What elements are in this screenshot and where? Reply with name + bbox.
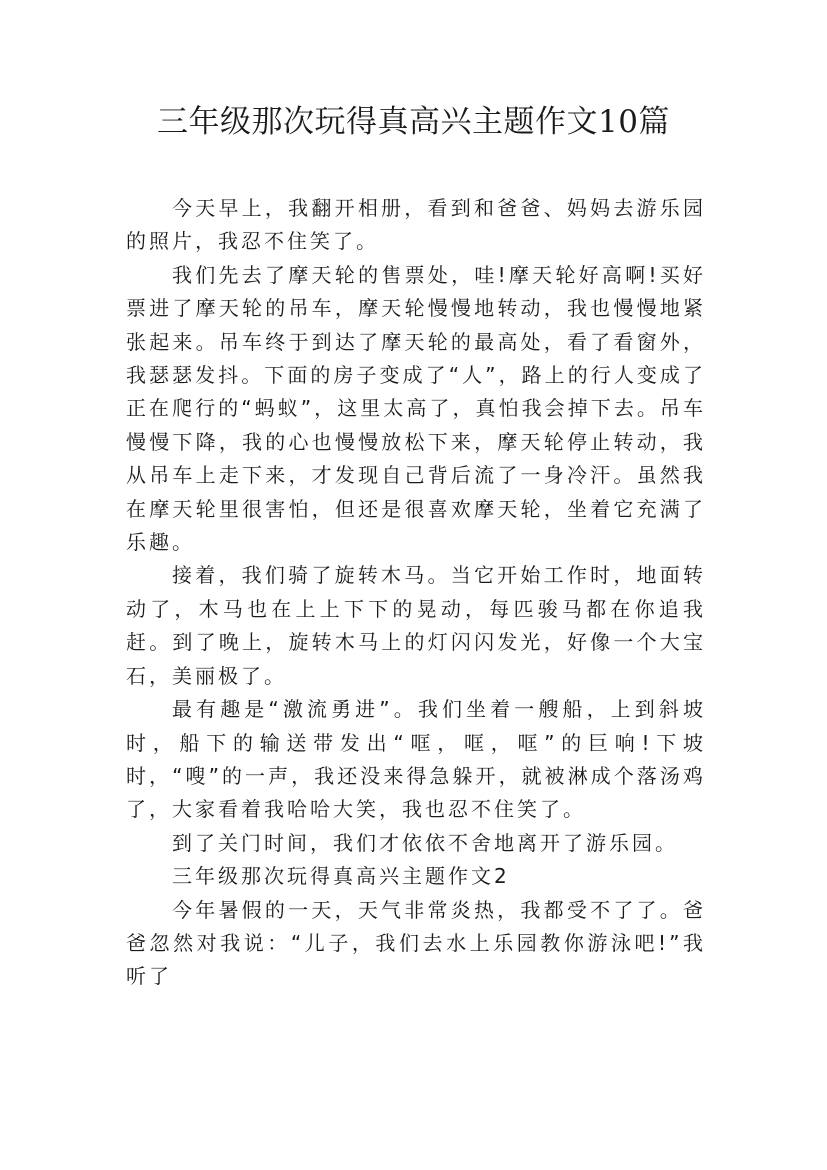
paragraph: 我们先去了摩天轮的售票处，哇!摩天轮好高啊!买好票进了摩天轮的吊车，摩天轮慢慢地转动，我也慢慢地紧张起来。吊车终于到达了摩天轮的最高处，看了看窗外，我瑟瑟发抖。下面的房子变成了“人”，路上的行人变成了正在爬行的“蚂蚁”，这里太高了，真怕我会掉下去。吊车慢慢下降，我的心也慢慢放松下来，摩天轮停止转动，我从吊车上走下来，才发现自己背后流了一身冷汗。虽然我在摩天轮里很害怕，但还是很喜欢摩天轮，坐着它充满了乐趣。: [126, 262, 706, 555]
paragraph: 今年暑假的一天，天气非常炎热，我都受不了了。爸爸忽然对我说：“儿子，我们去水上乐园教你游泳吧!”我听了: [126, 897, 706, 989]
paragraph: 接着，我们骑了旋转木马。当它开始工作时，地面转动了，木马也在上上下下的晃动，每匹骏马都在你追我赶。到了晚上，旋转木马上的灯闪闪发光，好像一个大宝石，美丽极了。: [126, 563, 706, 688]
section-heading: 三年级那次玩得真高兴主题作文2: [172, 864, 510, 889]
document-body: [126, 192, 706, 994]
paragraph: 今天早上，我翻开相册，看到和爸爸、妈妈去游乐园的照片，我忍不住笑了。: [126, 196, 706, 254]
document-title: 三年级那次玩得真高兴主题作文10篇: [157, 104, 670, 140]
paragraph: 最有趣是“激流勇进”。我们坐着一艘船，上到斜坡时，船下的输送带发出“哐，哐，哐”的巨响!下坡时，“嗖”的一声，我还没来得急躲开，就被淋成个落汤鸡了，大家看着我哈哈大笑，我也忍不住笑了。: [126, 697, 706, 822]
paragraph: 到了关门时间，我们才依依不舍地离开了游乐园。: [172, 830, 678, 855]
